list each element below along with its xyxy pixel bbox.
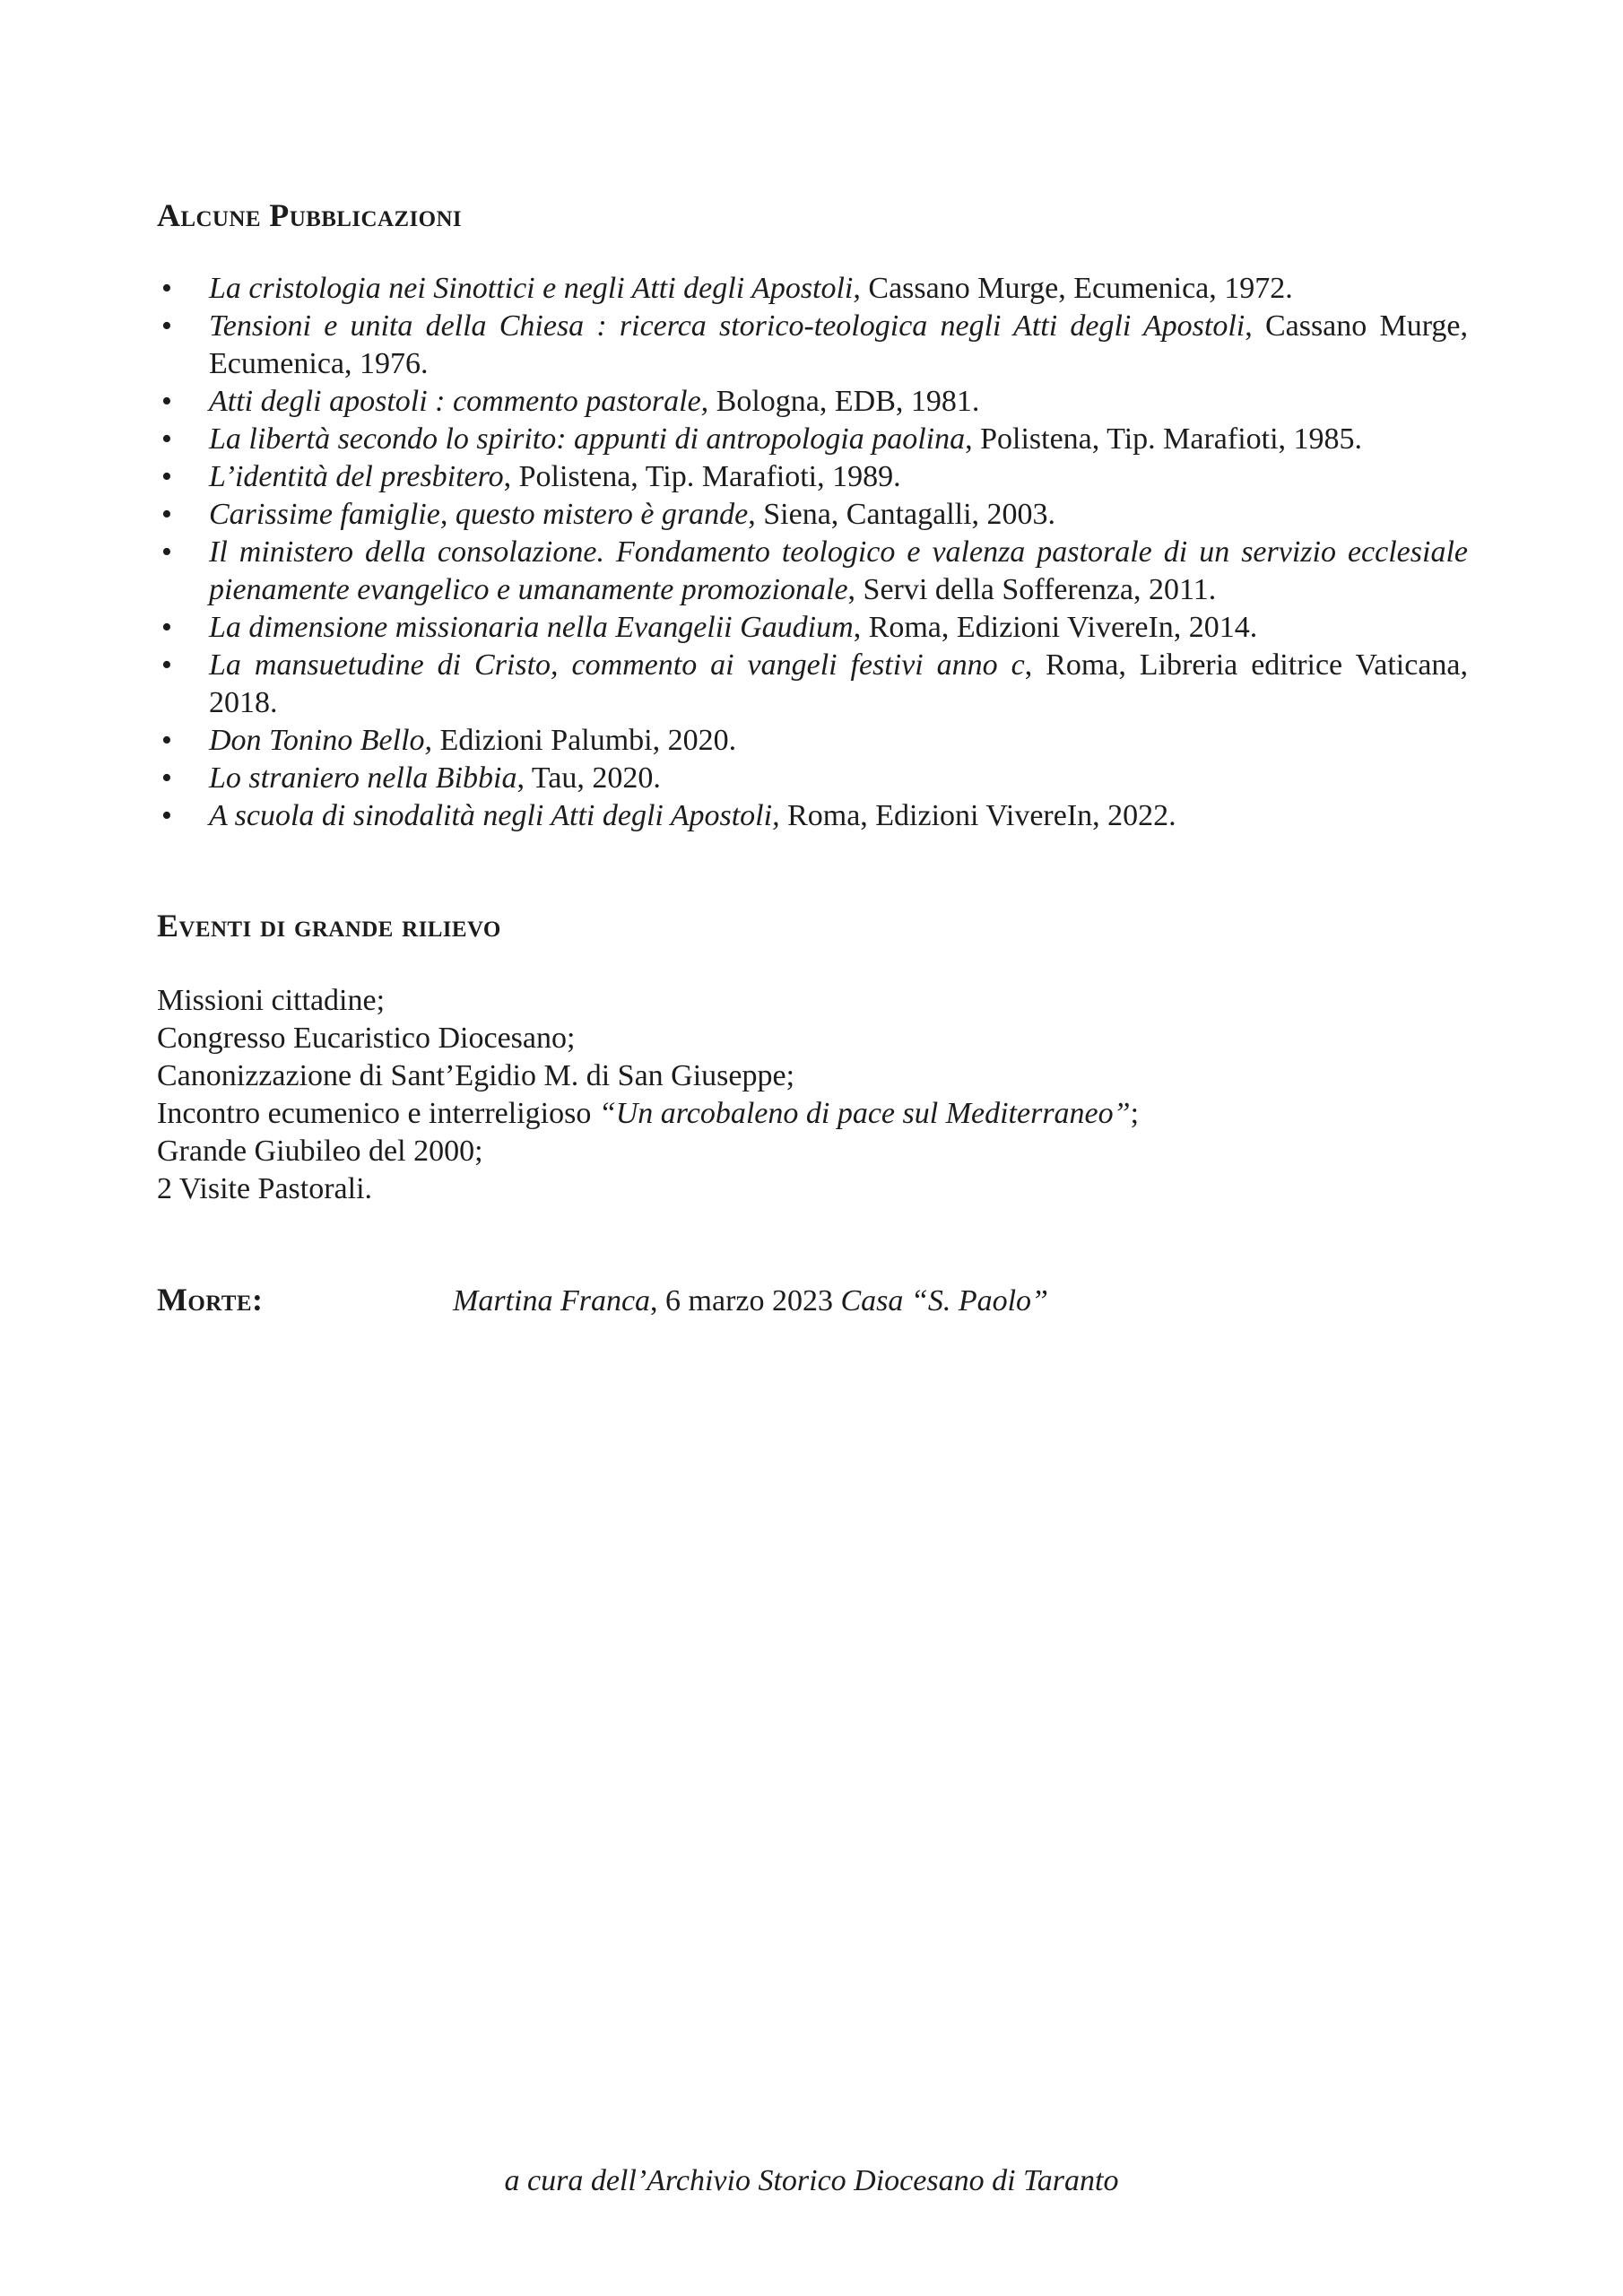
publication-segment: , Polistena, Tip. Marafioti, 1989. [503, 460, 901, 493]
publication-segment: Lo straniero nella Bibbia [209, 761, 517, 795]
publication-segment: Atti degli apostoli : commento pastorale, [209, 385, 709, 418]
publication-segment: , Tau, 2020. [516, 761, 661, 795]
event-item [157, 1133, 1468, 1170]
publication-segment: La dimensione missionaria nella Evangelii Gaudium [209, 611, 854, 644]
publication-segment: A scuola di sinodalità negli Atti degli Apostoli, [209, 799, 780, 832]
publication-segment: Roma, Edizioni VivereIn, 2022. [779, 799, 1176, 832]
death-segment: Casa “S. Paolo” [840, 1284, 1048, 1318]
publication-segment: , Roma, Libreria editrice Vaticana, 2018. [209, 648, 1469, 719]
publication-item [157, 383, 1468, 421]
publication-item [157, 534, 1468, 609]
publications-list [157, 270, 1468, 835]
publication-segment: Tensioni e unita della Chiesa : ricerca storico-teologica negli Atti degli Apostoli [209, 309, 1245, 343]
event-segment: Congresso Eucaristico Diocesano; [157, 1022, 576, 1055]
publication-item [157, 496, 1468, 534]
death-label: Morte: [157, 1282, 264, 1318]
event-segment: “Un arcobaleno di pace sul Mediterraneo” [598, 1097, 1131, 1130]
publication-segment: Cassano Murge, Ecumenica, 1972. [860, 272, 1293, 305]
publication-segment: , Polistena, Tip. Marafioti, 1985. [965, 422, 1363, 456]
event-item [157, 1020, 1468, 1057]
event-segment: Canonizzazione di Sant’Egidio M. di San Giuseppe; [157, 1059, 795, 1092]
death-value [453, 1284, 1048, 1318]
publication-item [157, 609, 1468, 647]
publication-segment: Edizioni Palumbi, 2020. [432, 724, 737, 757]
publication-segment: Don Tonino Bello, [209, 724, 433, 757]
event-item [157, 1057, 1468, 1095]
publications-heading: Alcune Pubblicazioni [157, 197, 463, 233]
publication-segment: Carissime famiglie, questo mistero è grande [209, 498, 749, 531]
death-segment: Martina Franca [453, 1284, 651, 1318]
events-section [157, 907, 1468, 1208]
event-segment: Incontro ecumenico e interreligioso [157, 1097, 599, 1130]
events-list [157, 982, 1468, 1208]
event-item [157, 982, 1468, 1020]
publication-item [157, 421, 1468, 458]
publication-segment: , Cassano Murge, Ecumenica, 1976. [209, 309, 1468, 380]
event-item [157, 1170, 1468, 1208]
publication-item [157, 647, 1468, 722]
publication-item [157, 760, 1468, 797]
event-item [157, 1095, 1468, 1133]
events-heading: Eventi di grande rilievo [157, 908, 501, 944]
publication-segment: Il ministero della consolazione. Fondamento teologico e valenza pastorale di un servizio ecclesiale pienamente evangelico e umanamente promozionale [209, 535, 1468, 606]
publication-segment: , Servi della Sofferenza, 2011. [847, 573, 1217, 606]
publication-segment: La cristologia nei Sinottici e negli Atti degli Apostoli, [209, 272, 861, 305]
publication-segment: , Siena, Cantagalli, 2003. [748, 498, 1056, 531]
footer-credit: a cura dell’Archivio Storico Diocesano di Taranto [504, 2164, 1119, 2197]
publication-item [157, 308, 1468, 383]
publications-section [157, 196, 1468, 835]
event-segment: 2 Visite Pastorali. [157, 1172, 373, 1205]
publication-segment: La mansuetudine di Cristo, commento ai vangeli festivi anno c [209, 648, 1025, 682]
publication-item [157, 270, 1468, 308]
publication-segment: L’identità del presbitero [209, 460, 504, 493]
publication-item [157, 458, 1468, 496]
event-segment: Grande Giubileo del 2000; [157, 1135, 483, 1168]
publication-segment: La libertà secondo lo spirito: appunti di antropologia paolina [209, 422, 966, 456]
event-segment: ; [1130, 1097, 1140, 1130]
event-segment: Missioni cittadine; [157, 984, 386, 1017]
death-segment: , 6 marzo 2023 [650, 1284, 841, 1318]
death-line [157, 1281, 1468, 1320]
publication-item [157, 797, 1468, 835]
publication-segment: Bologna, EDB, 1981. [708, 385, 980, 418]
publication-segment: , Roma, Edizioni VivereIn, 2014. [853, 611, 1258, 644]
publication-item [157, 722, 1468, 760]
